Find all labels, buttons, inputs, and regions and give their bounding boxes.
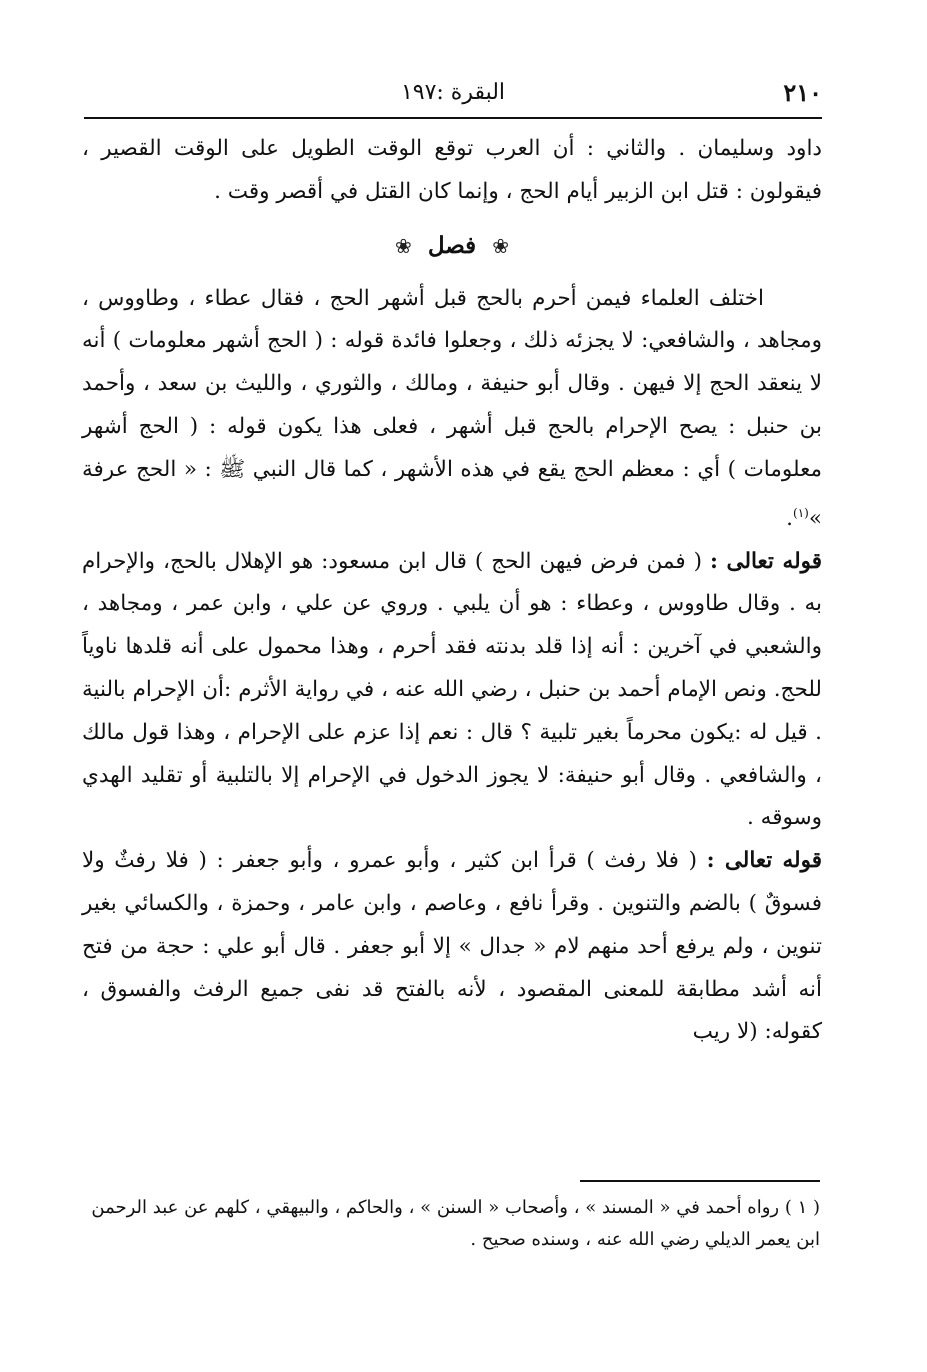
- page-number: ٢١٠: [783, 78, 822, 107]
- verse-label: قوله تعالى :: [709, 548, 822, 574]
- footnotes: [84, 1192, 820, 1256]
- section-heading: [82, 214, 822, 278]
- ornament-icon: ❀: [395, 233, 412, 258]
- main-text: [82, 128, 822, 1054]
- paragraph-text: اختلف العلماء فيمن أحرم بالحج قبل أشهر الحج ، فقال عطاء ، وطاووس ، ومجاهد ، والشافعي: لا يجزئه ذلك ، وجعلوا فائدة قوله : ( الحج أشهر معلومات ) أنه لا ينعقد الحج إلا فيهن . وقال أبو حنيفة ، ومالك ، والثوري ، والليث بن سعد ، وأحمد بن حنبل : يصح الإحرام بالحج قبل أشهر ، فعلى هذا يكون قوله : ( الحج أشهر معلومات ) أي : معظم الحج يقع في هذه الأشهر ، كما قال النبي ﷺ : « الحج عرفة »: [82, 285, 822, 531]
- paragraph: داود وسليمان . والثاني : أن العرب توقع الوقت الطويل على الوقت القصير ، فيقولون : قتل ابن الزبير أيام الحج ، وإنما كان القتل في أقصر وقت .: [82, 136, 822, 204]
- paragraph-text: ( فمن فرض فيهن الحج ) قال ابن مسعود: هو الإهلال بالحج، والإحرام به . وقال طاووس ، وعطاء : هو أن يلبي . وروي عن علي ، وابن عمر ، ومجاهد ، والشعبي في آخرين : أنه إذا قلد بدنته فقد أحرم ، وهذا محمول على أنه قلدها ناوياً للحج. ونص الإمام أحمد بن حنبل ، رضي الله عنه ، في رواية الأثرم :أن الإحرام بالنية . قيل له :يكون محرماً بغير تلبية ؟ قال : نعم إذا عزم على الإحرام ، وهذا قول مالك ، والشافعي . وقال أبو حنيفة: لا يجوز الدخول في الإحرام إلا بالتلبية أو تقليد الهدي وسوقه .: [82, 548, 822, 831]
- verse-label: قوله تعالى :: [706, 848, 822, 874]
- running-title: البقرة :١٩٧: [400, 80, 506, 105]
- footnote-marker: (١): [793, 505, 809, 520]
- paragraph: [82, 840, 822, 1054]
- paragraph-text: ( فلا رفث ) قرأ ابن كثير ، وأبو عمرو ، وأبو جعفر : ( فلا رفثٌ ولا فسوقٌ ) بالضم والتنوين . وقرأ نافع ، وعاصم ، وابن عامر ، وحمزة ، والكسائي بغير تنوين ، ولم يرفع أحد منهم لام « جدال » إلا أبو جعفر . قال أبو علي : حجة من فتح أنه أشد مطابقة للمعنى المقصود ، لأنه بالفتح قد نفى جميع الرفث والفسوق ، كقوله: (لا ريب: [82, 848, 822, 1045]
- page-header: [84, 78, 822, 112]
- paragraph: [82, 541, 822, 841]
- paragraph: اختلف العلماء فيمن أحرم بالحج قبل أشهر الحج ، فقال عطاء ، وطاووس ، ومجاهد ، والشافعي: لا يجزئه ذلك ، وجعلوا فائدة قوله : ( الحج أشهر معلومات ) أنه لا ينعقد الحج إلا فيهن . وقال أبو حنيفة ، ومالك ، والثوري ، والليث بن سعد ، وأحمد بن حنبل : يصح الإحرام بالحج قبل أشهر ، فعلى هذا يكون قوله : ( الحج أشهر معلومات ) أي : معظم الحج يقع في هذه الأشهر ، كما قال النبي ﷺ : « الحج عرفة »$^{(١)}$.: [82, 285, 822, 531]
- ornament-icon: ❀: [492, 233, 509, 258]
- footnote-line: ابن يعمر الديلي رضي الله عنه ، وسنده صحيح .: [470, 1229, 820, 1250]
- section-title: فصل: [427, 231, 477, 259]
- footnote-divider: [580, 1180, 820, 1182]
- footnote-line: ( ١ ) رواه أحمد في « المسند » ، وأصحاب « السنن » ، والحاكم ، والبيهقي ، كلهم عن عبد الرحمن: [91, 1197, 820, 1218]
- header-divider: [84, 117, 822, 119]
